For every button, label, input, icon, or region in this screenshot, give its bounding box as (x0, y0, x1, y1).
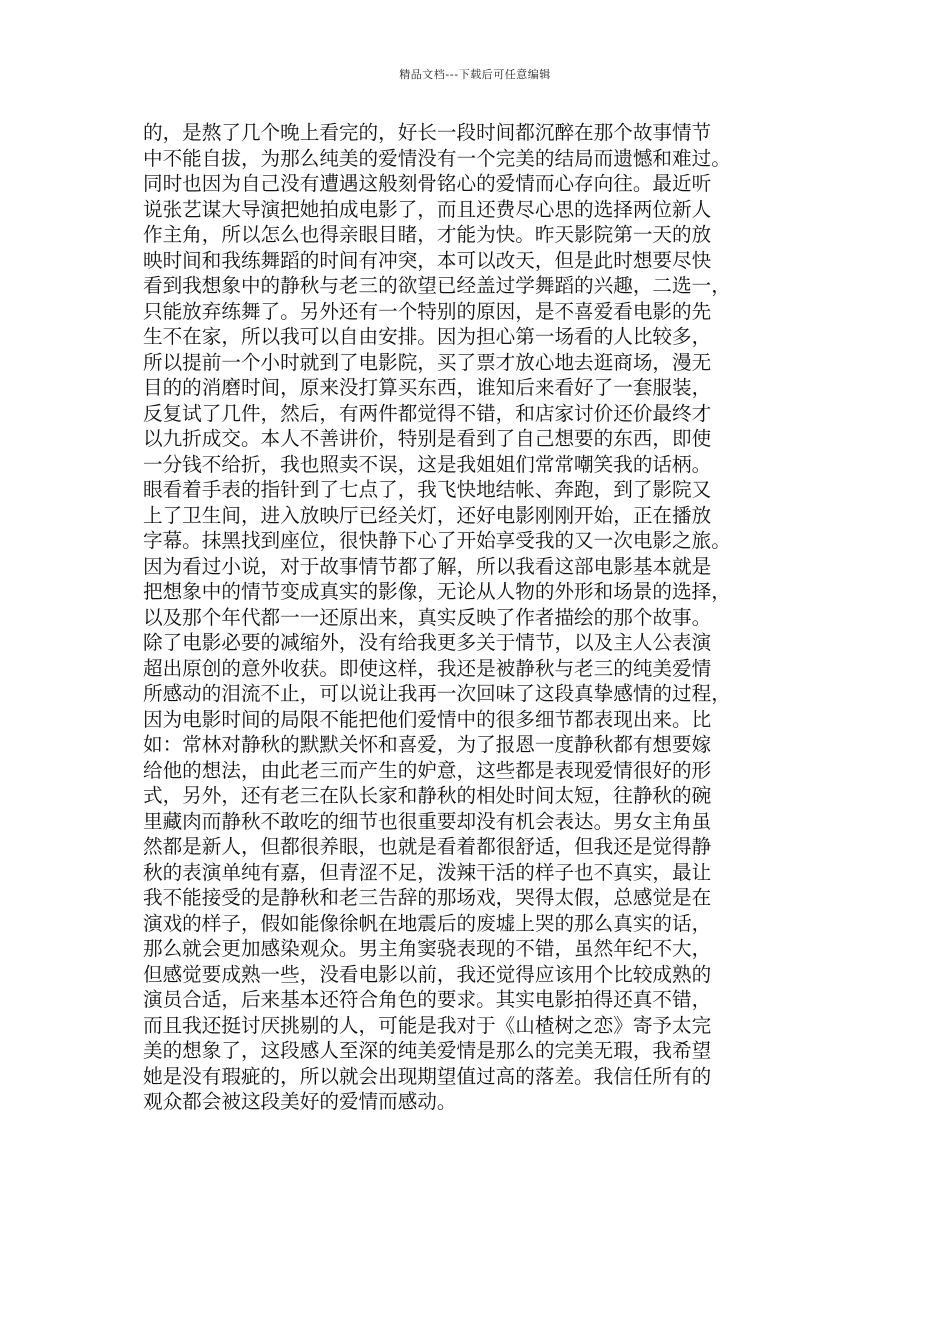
text-line: 她是没有瑕疵的，所以就会出现期望值过高的落差。我信任所有的 (143, 1064, 712, 1088)
text-line: 字幕。抹黑找到座位，很快静下心了开始享受我的又一次电影之旅。 (143, 529, 731, 552)
page-header: 精品文档---下载后可任意编辑 (399, 68, 551, 81)
text-line: 看到我想象中的静秋与老三的欲望已经盖过学舞蹈的兴趣，二选一， (143, 274, 731, 297)
text-line: 上了卫生间，进入放映厅已经关灯，还好电影刚刚开始，正在播放 (143, 503, 712, 527)
text-line: 说张艺谋大导演把她拍成电影了，而且还费尽心思的选择两位新人 (143, 197, 712, 221)
text-line: 因为电影时间的局限不能把他们爱情中的很多细节都表现出来。比 (143, 707, 712, 731)
text-line: 所感动的泪流不止，可以说让我再一次回味了这段真挚感情的过程， (143, 682, 731, 705)
text-line: 目的的消磨时间，原来没打算买东西，谁知后来看好了一套服装， (143, 376, 712, 399)
text-line: 式，另外，还有老三在队长家和静秋的相处时间太短，往静秋的碗 (143, 784, 712, 807)
text-line: 里藏肉而静秋不敢吃的细节也很重要却没有机会表达。男女主角虽 (143, 809, 712, 833)
text-line: 我不能接受的是静秋和老三告辞的那场戏，哭得太假，总感觉是在 (143, 886, 712, 909)
text-line: 生不在家，所以我可以自由安排。因为担心第一场看的人比较多， (143, 325, 712, 348)
text-line: 只能放弃练舞了。另外还有一个特别的原因，是不喜爱看电影的先 (143, 299, 712, 323)
text-line: 演戏的样子，假如能像徐帆在地震后的废墟上哭的那么真实的话， (143, 911, 712, 935)
text-line: 超出原创的意外收获。即使这样，我还是被静秋与老三的纯美爱情 (143, 656, 712, 680)
text-line: 作主角，所以怎么也得亲眼目睹，才能为快。昨天影院第一天的放 (143, 223, 712, 246)
text-line: 除了电影必要的减缩外，没有给我更多关于情节，以及主人公表演 (143, 631, 712, 654)
text-line: 但感觉要成熟一些，没看电影以前，我还觉得应该用个比较成熟的 (143, 962, 712, 986)
text-line: 给他的想法，由此老三而产生的妒意，这些都是表现爱情很好的形 (143, 758, 712, 782)
text-line: 反复试了几件，然后，有两件都觉得不错，和店家讨价还价最终才 (143, 401, 712, 425)
text-line: 美的想象了，这段感人至深的纯美爱情是那么的完美无瑕，我希望 (143, 1039, 712, 1062)
text-line: 观众都会被这段美好的爱情而感动。 (143, 1090, 457, 1113)
text-line: 所以提前一个小时就到了电影院，买了票才放心地去逛商场，漫无 (143, 350, 712, 374)
text-line: 的，是熬了几个晚上看完的，好长一段时间都沉醉在那个故事情节 (143, 121, 712, 144)
text-line: 以及那个年代都一一还原出来，真实反映了作者描绘的那个故事。 (143, 605, 712, 629)
text-line: 因为看过小说，对于故事情节都了解，所以我看这部电影基本就是 (143, 554, 712, 578)
text-line: 而且我还挺讨厌挑剔的人，可能是我对于《山楂树之恋》寄予太完 (143, 1013, 712, 1037)
text-line: 以九折成交。本人不善讲价，特别是看到了自己想要的东西，即使 (143, 427, 712, 450)
text-line: 演员合适，后来基本还符合角色的要求。其实电影拍得还真不错， (143, 988, 712, 1011)
text-line: 一分钱不给折，我也照卖不误，这是我姐姐们常常嘲笑我的话柄。 (143, 452, 712, 476)
text-line: 如：常林对静秋的默默关怀和喜爱，为了报恩一度静秋都有想要嫁 (143, 733, 712, 756)
text-line: 然都是新人，但都很养眼，也就是看着都很舒适，但我还是觉得静 (143, 835, 712, 858)
text-line: 映时间和我练舞蹈的时间有冲突，本可以改天，但是此时想要尽快 (143, 248, 712, 272)
text-line: 中不能自拔，为那么纯美的爱情没有一个完美的结局而遗憾和难过。 (143, 146, 731, 170)
text-line: 秋的表演单纯有嘉，但青涩不足，泼辣干活的样子也不真实，最让 (143, 860, 712, 884)
text-line: 眼看着手表的指针到了七点了，我飞快地结帐、奔跑，到了影院又 (143, 478, 712, 501)
text-line: 同时也因为自己没有遭遇这般刻骨铭心的爱情而心存向往。最近听 (143, 172, 712, 195)
text-line: 那么就会更加感染观众。男主角窦骁表现的不错，虽然年纪不大， (143, 937, 712, 960)
text-line: 把想象中的情节变成真实的影像，无论从人物的外形和场景的选择， (143, 580, 731, 603)
body-paragraph (143, 120, 823, 1115)
